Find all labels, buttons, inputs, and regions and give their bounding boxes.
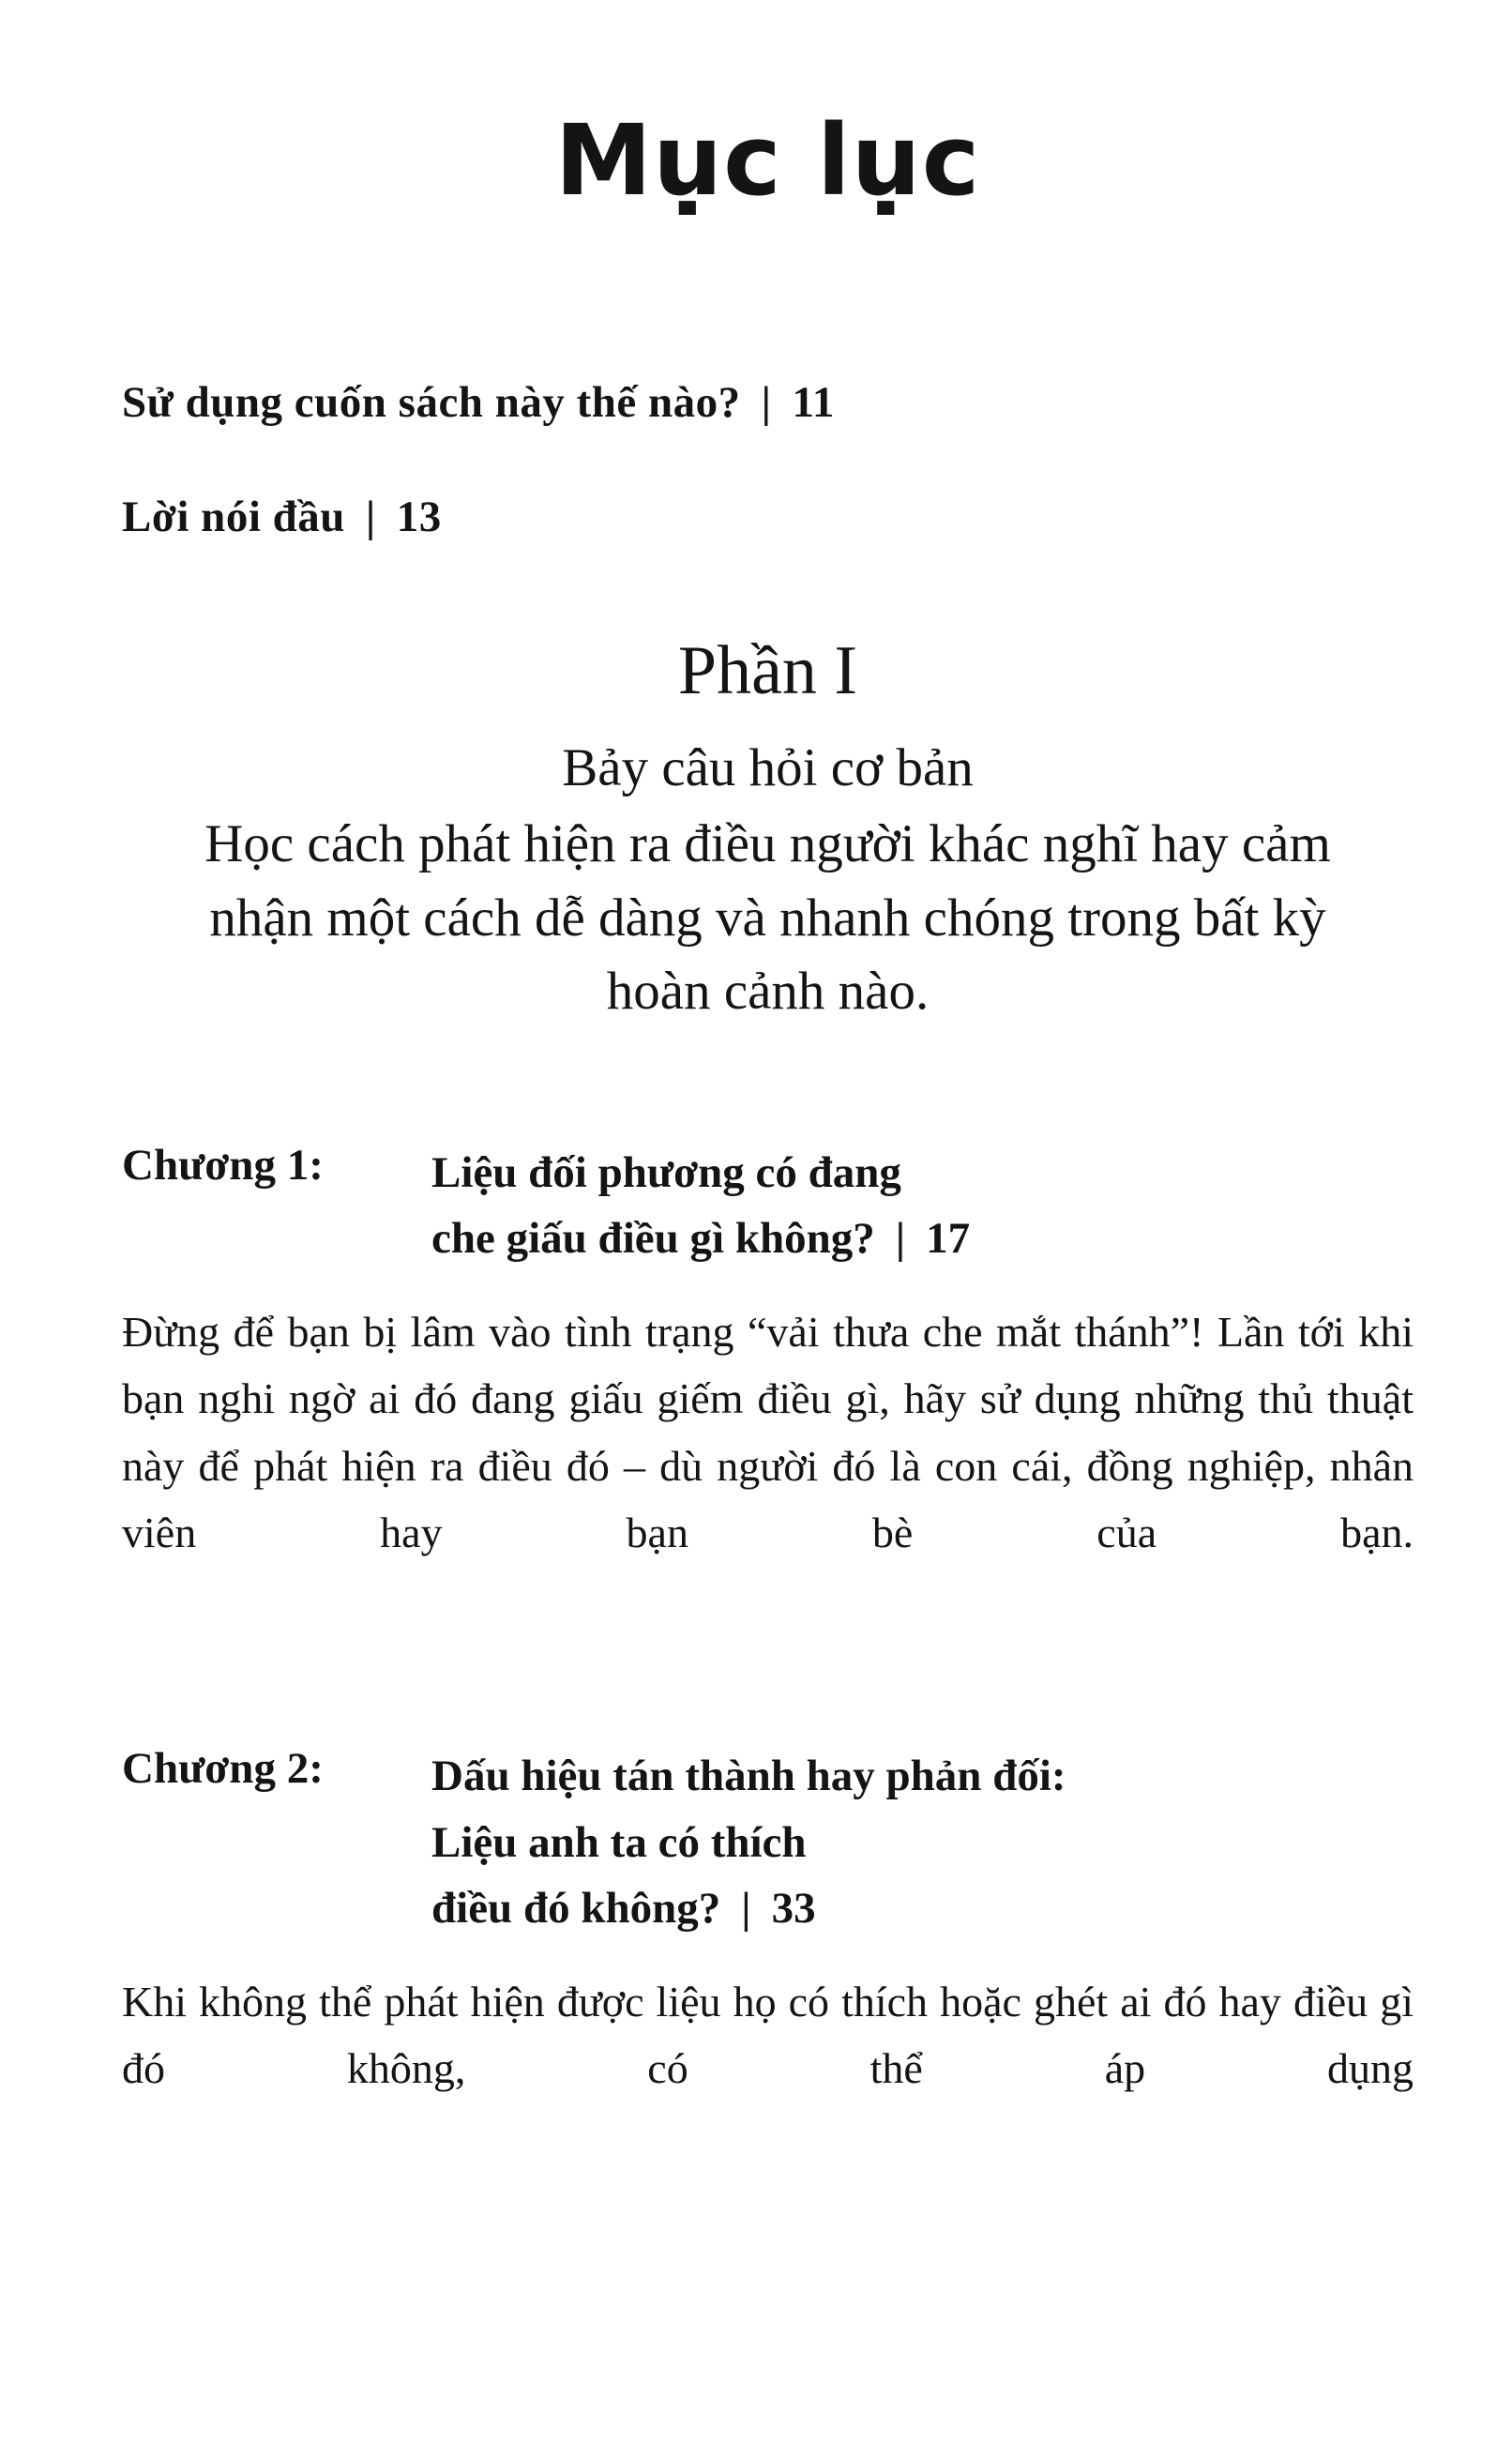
part-title: Phần I bbox=[677, 632, 858, 709]
chapter-title bbox=[422, 1140, 970, 1272]
chapter-1-entry bbox=[122, 1140, 1414, 1632]
part-section bbox=[122, 631, 1414, 1029]
page-number: 33 bbox=[771, 1884, 816, 1934]
chapter-title bbox=[422, 1743, 1066, 1942]
chapter-title-line: Liệu anh ta có thích bbox=[431, 1817, 807, 1867]
page-number: 17 bbox=[926, 1214, 971, 1264]
page-number: 11 bbox=[792, 378, 835, 427]
part-subtitle: Bảy câu hỏi cơ bản bbox=[562, 738, 974, 797]
chapter-title-line: điều đó không? | 33 bbox=[431, 1875, 1066, 1942]
page-separator: | bbox=[741, 1884, 751, 1934]
frontmatter-list bbox=[122, 377, 1414, 542]
chapter-heading bbox=[122, 1743, 1414, 1942]
chapter-title-line: Dấu hiệu tán thành hay phản đối: bbox=[431, 1752, 1066, 1801]
chapter-label: Chương 1: bbox=[122, 1140, 324, 1190]
entry-label: Lời nói đầu bbox=[122, 493, 345, 541]
chapter-title-line: Liệu đối phương có đang bbox=[431, 1147, 901, 1197]
page-number: 13 bbox=[396, 493, 442, 541]
entry-label: Sử dụng cuốn sách này thế nào? bbox=[122, 378, 741, 427]
page-separator: | bbox=[761, 378, 772, 427]
chapter-description: Đừng để bạn bị lâm vào tình trạng “vải thưa che mắt thánh”! Lần tới khi bạn nghi ngờ ai đó đang giấu giếm điều gì, hãy sử dụng những thủ thuật này để phát hiện ra điều đó – dù người đó là con cái, đồng nghiệp, nhân viên hay bạn bè của bạn. bbox=[122, 1307, 1414, 1556]
page-separator: | bbox=[365, 493, 376, 541]
chapter-heading bbox=[122, 1140, 1414, 1272]
frontmatter-entry bbox=[122, 377, 1414, 428]
chapter-2-entry bbox=[122, 1743, 1414, 2168]
page-separator: | bbox=[895, 1214, 906, 1264]
chapter-description: Khi không thể phát hiện được liệu họ có thích hoặc ghét ai đó hay điều gì đó không, có thể áp dụng bbox=[122, 1977, 1414, 2093]
part-description: Học cách phát hiện ra điều người khác nghĩ hay cảm nhận một cách dễ dàng và nhanh chóng trong bất kỳ hoàn cảnh nào. bbox=[204, 814, 1331, 1022]
page-title: Mục lục bbox=[554, 103, 981, 218]
chapter-title-line: che giấu điều gì không? | 17 bbox=[431, 1206, 970, 1272]
chapter-label: Chương 2: bbox=[122, 1744, 324, 1794]
frontmatter-entry bbox=[122, 492, 1414, 542]
